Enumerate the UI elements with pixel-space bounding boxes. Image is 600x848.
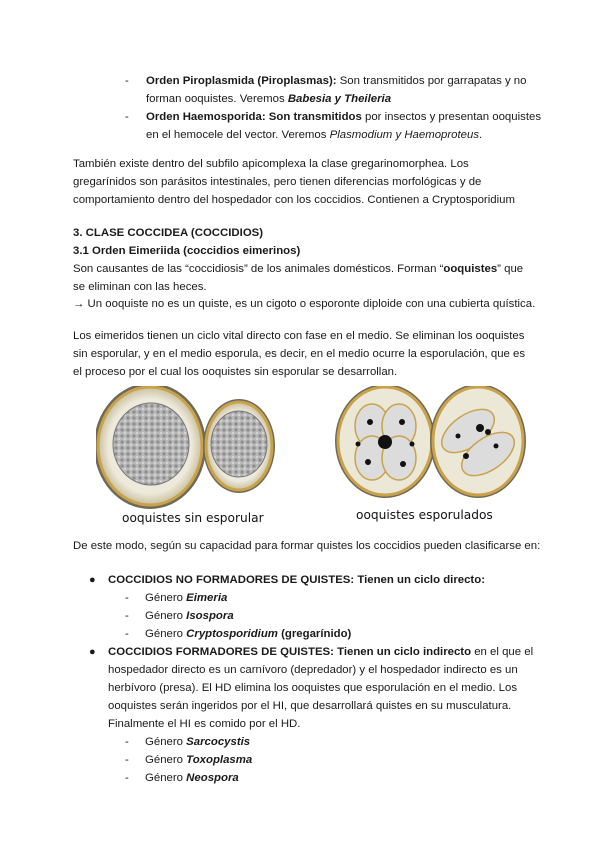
paragraph-gregarines: También existe dentro del subfilo apicomplexa la clase gregarinomorphea. Los gregarínidos son parásitos intestinales, pero tienen diferencias morfológicas y de comportamiento dentro del hospedador con los coccidios. Contienen a Cryptosporidium (73, 158, 515, 206)
genus-prefix: Género (145, 592, 187, 604)
paragraph-eimerids: Los eimeridos tienen un ciclo vital directo con fase en el medio. Se eliminan los ooquistes sin esporular, y en el medio esporula, es decir, en el medio ocurre la esporulación, que es el proceso por el cual los ooquistes sin esporular se desarrollan. (73, 330, 526, 378)
genus-name: Sarcocystis (186, 736, 251, 748)
genus-item-neospora (90, 769, 530, 787)
dash-marker: - (125, 754, 129, 766)
genus-suffix: (gregarínido) (277, 628, 352, 640)
order-title: Orden Haemosporida: Son transmitidos (146, 111, 362, 123)
causes-after: ” que se eliminan con las heces. (73, 263, 524, 293)
genus-name: Neospora (186, 772, 239, 784)
genus-prefix: Género (145, 736, 187, 748)
heading-class: 3. CLASE COCCIDEA (COCCIDIOS) (73, 227, 264, 239)
caption-unsporulated: ooquistes sin esporular (122, 511, 264, 525)
causes-bold: ooquistes (443, 263, 498, 275)
genus-name: Eimeria (186, 592, 228, 604)
bullet-dot-icon: ● (89, 646, 96, 658)
genus-item-eimeria (90, 589, 530, 607)
dash-marker: - (125, 111, 129, 123)
list-item-haemosporida (125, 108, 545, 144)
oocysts-figure (96, 386, 526, 526)
dash-marker: - (125, 610, 129, 622)
order-text: por insectos y presentan ooquistes en el hemocele del vector. Veremos (146, 111, 542, 141)
genus-prefix: Género (145, 772, 187, 784)
causes-before: Son causantes de las “coccidiosis” de los animales domésticos. Forman “ (73, 263, 444, 275)
bullet-non-cyst-forming (90, 571, 530, 589)
genus-prefix: Género (145, 628, 187, 640)
sporulated-oocyst-left (335, 386, 435, 498)
dash-marker: - (125, 772, 129, 784)
list-item-piroplasmida (125, 72, 545, 108)
dash-marker: - (125, 628, 129, 640)
paragraph-classify: De este modo, según su capacidad para formar quistes los coccidios pueden clasificarse en: (73, 540, 541, 552)
sporulated-oocyst-right (430, 386, 526, 498)
order-species: Plasmodium y Haemoproteus (329, 129, 480, 141)
order-species: Babesia y Theileria (287, 93, 392, 105)
bullet-cyst-forming (90, 643, 538, 733)
genus-item-toxoplasma (90, 751, 530, 769)
dash-marker: - (125, 592, 129, 604)
bullet-body: en el que el hospedador directo es un carnívoro (depredador) y el hospedador indirecto es un herbívoro (presa). El HD elimina los ooquistes que esporulación en el medio. Los ooquistes serán ingeridos por el HI, que desarrollará quistes en su musculatura. Finalmente el HI es comido por el HD. (108, 646, 534, 730)
bullet-title: COCCIDIOS NO FORMADORES DE QUISTES: Tienen un ciclo directo: (108, 574, 485, 586)
heading-order: 3.1 Orden Eimeriida (coccidios eimerinos) (73, 245, 301, 257)
unsporulated-oocyst-small (203, 399, 275, 493)
order-title: Orden Piroplasmida (Piroplasmas): (146, 75, 337, 87)
dash-marker: - (125, 75, 129, 87)
genus-item-sarcocystis (90, 733, 530, 751)
genus-item-isospora (90, 607, 530, 625)
genus-name: Isospora (186, 610, 234, 622)
order-text: Son transmitidos por garrapatas y no forman ooquistes. Veremos (146, 75, 527, 105)
unsporulated-oocyst-large (96, 386, 206, 509)
genus-prefix: Género (145, 610, 187, 622)
orders-list (125, 72, 545, 144)
genus-prefix: Género (145, 754, 187, 766)
paragraph-arrow: → Un ooquiste no es un quiste, es un cigoto o esporonte diploide con una cubierta quística. (73, 298, 536, 310)
order-after: . (479, 129, 483, 141)
dash-marker: - (125, 736, 129, 748)
bullet-dot-icon: ● (89, 574, 96, 586)
paragraph-causes (73, 260, 533, 296)
genus-name: Toxoplasma (186, 754, 253, 766)
caption-sporulated: ooquistes esporulados (356, 508, 493, 522)
genus-item-cryptosporidium (90, 625, 530, 643)
coccidia-classification-list (89, 571, 534, 787)
genus-name: Cryptosporidium (186, 628, 278, 640)
bullet-title: COCCIDIOS FORMADORES DE QUISTES: Tienen un ciclo indirecto (108, 646, 472, 658)
